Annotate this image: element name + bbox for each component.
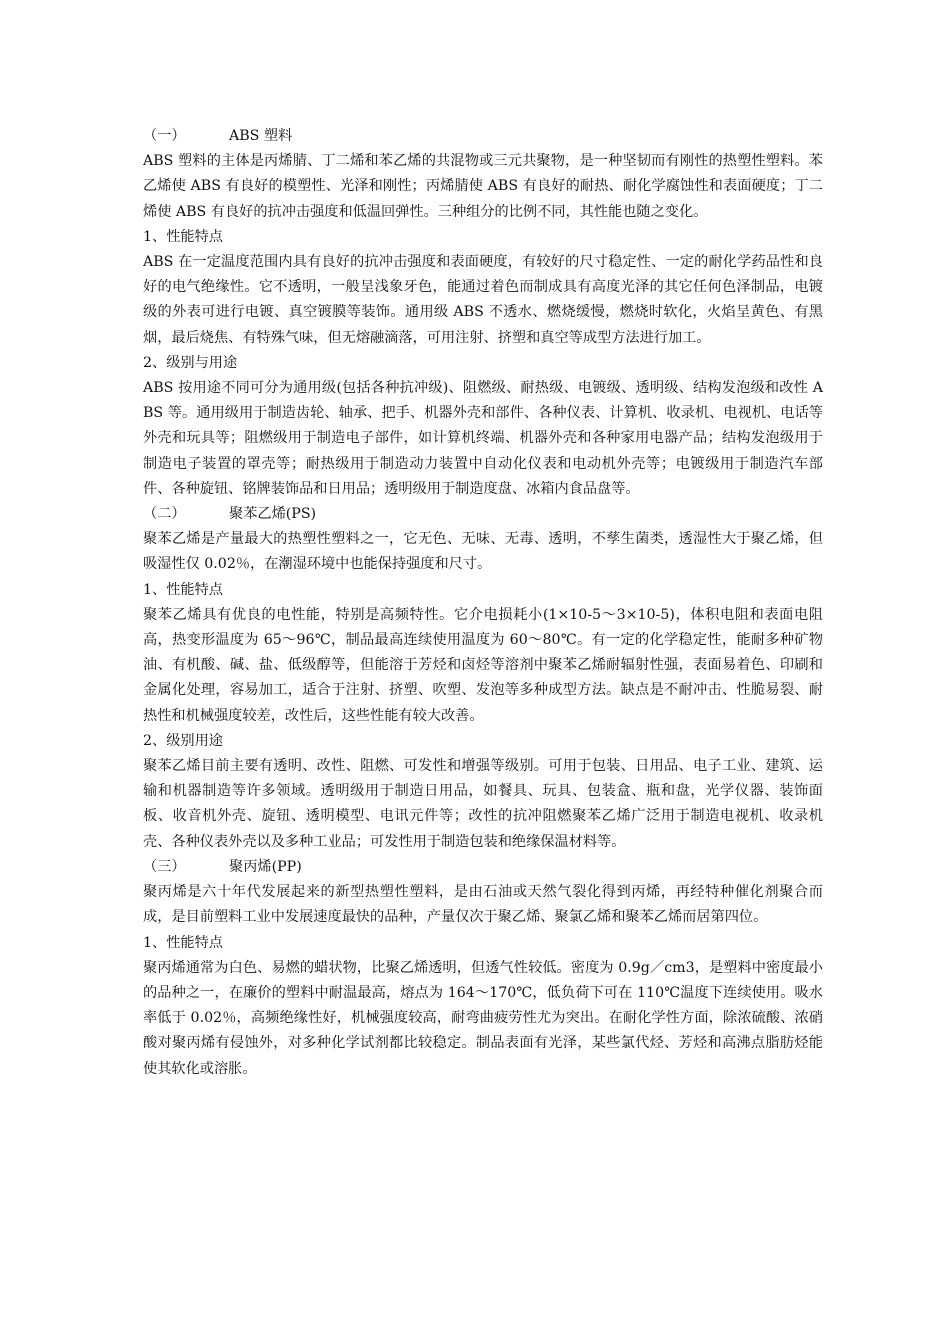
section-heading-abs <box>143 124 823 149</box>
document-page <box>143 124 823 1082</box>
section-title: ABS 塑料 <box>229 128 293 144</box>
body-paragraph: ABS 按用途不同可分为通用级(包括各种抗冲级)、阻燃级、耐热级、电镀级、透明级、结构发泡级和改性 ABS 等。通用级用于制造齿轮、轴承、把手、机器外壳和部件、各种仪表、计算机、收录机、电视机、电话等外壳和玩具等；阻燃级用于制造电子部件，如计算机终端、机器外壳和各种家用电器产品；结构发泡级用于制造电子装置的罩壳等；耐热级用于制造动力装置中自动化仪表和电动机外壳等；电镀级用于制造汽车部件、各种旋钮、铭牌装饰品和日用品；透明级用于制造度盘、冰箱内食品盘等。 <box>143 380 823 497</box>
section-title: 聚苯乙烯(PS) <box>229 506 317 523</box>
section-intro-paragraph: ABS 塑料的主体是丙烯腈、丁二烯和苯乙烯的共混物或三元共聚物，是一种坚韧而有刚性的热塑性塑料。苯乙烯使 ABS 有良好的模塑性、光泽和刚性；丙烯腈使 ABS 有良好的耐热、耐化学腐蚀性和表面硬度；丁二烯使 ABS 有良好的抗冲击强度和低温回弹性。三种组分的比例不同，其性能也随之变化。 <box>143 153 823 220</box>
subsection-heading: 2、级别与用途 <box>143 354 238 371</box>
body-paragraph: 聚苯乙烯具有优良的电性能，特别是高频特性。它介电损耗小(1×10-5～3×10-5)，体积电阻和表面电阻高，热变形温度为 65～96℃，制品最高连续使用温度为 60～80℃。有一定的化学稳定性，能耐多种矿物油、有机酸、碱、盐、低级醇等，但能溶于芳烃和卤烃等溶剂中聚苯乙烯耐辐射性强，表面易着色、印刷和金属化处理，容易加工，适合于注射、挤塑、吹塑、发泡等多种成型方法。缺点是不耐冲击、性脆易裂、耐热性和机械强度较差，改性后，这些性能有较大改善。 <box>143 606 823 724</box>
body-paragraph: 聚苯乙烯目前主要有透明、改性、阻燃、可发性和增强等级别。可用于包装、日用品、电子工业、建筑、运输和机器制造等许多领域。透明级用于制造日用品，如餐具、玩具、包装盒、瓶和盘，光学仪器、装饰面板、收音机外壳、旋钮、透明模型、电讯元件等；改性的抗冲阻燃聚苯乙烯广泛用于制造电视机、收录机壳、各种仪表外壳以及多种工业品；可发性用于制造包装和绝缘保温材料等。 <box>143 758 823 850</box>
subsection-heading: 1、性能特点 <box>143 581 223 598</box>
subsection-heading: 1、性能特点 <box>143 228 223 245</box>
section-number: （一） <box>143 128 186 144</box>
section-number: （二） <box>143 506 186 523</box>
section-heading-ps <box>143 502 823 527</box>
section-title: 聚丙烯(PP) <box>229 858 302 875</box>
section-intro-paragraph: 聚苯乙烯是产量最大的热塑性塑料之一，它无色、无味、无毒、透明，不孳生菌类，透湿性大于聚乙烯，但吸湿性仅 0.02％，在潮湿环境中也能保持强度和尺寸。 <box>143 531 823 573</box>
body-paragraph: 聚丙烯通常为白色、易燃的蜡状物，比聚乙烯透明，但透气性较低。密度为 0.9g／cm3，是塑料中密度最小的品种之一，在廉价的塑料中耐温最高，熔点为 164～170℃，低负荷下可在 110℃温度下连续使用。吸水率低于 0.02％，高频绝缘性好，机械强度较高，耐弯曲疲劳性尤为突出。在耐化学性方面，除浓硫酸、浓硝酸对聚丙烯有侵蚀外，对多种化学试剂都比较稳定。制品表面有光泽，某些氯代烃、芳烃和高沸点脂肪烃能使其软化或溶胀。 <box>143 959 823 1077</box>
subsection-heading: 1、性能特点 <box>143 934 223 951</box>
subsection-heading: 2、级别用途 <box>143 732 223 749</box>
section-intro-paragraph: 聚丙烯是六十年代发展起来的新型热塑性塑料，是由石油或天然气裂化得到丙烯，再经特种催化剂聚合而成，是目前塑料工业中发展速度最快的品种，产量仅次于聚乙烯、聚氯乙烯和聚苯乙烯而居第四位。 <box>143 884 823 926</box>
section-heading-pp <box>143 855 823 880</box>
body-paragraph: ABS 在一定温度范围内具有良好的抗冲击强度和表面硬度，有较好的尺寸稳定性、一定的耐化学药品性和良好的电气绝缘性。它不透明，一般呈浅象牙色，能通过着色而制成具有高度光泽的其它任何色泽制品，电镀级的外表可进行电镀、真空镀膜等装饰。通用级 ABS 不透水、燃烧缓慢，燃烧时软化，火焰呈黄色、有黑烟，最后烧焦、有特殊气味，但无熔融滴落，可用注射、挤塑和真空等成型方法进行加工。 <box>143 254 823 346</box>
section-number: （三） <box>143 858 186 875</box>
